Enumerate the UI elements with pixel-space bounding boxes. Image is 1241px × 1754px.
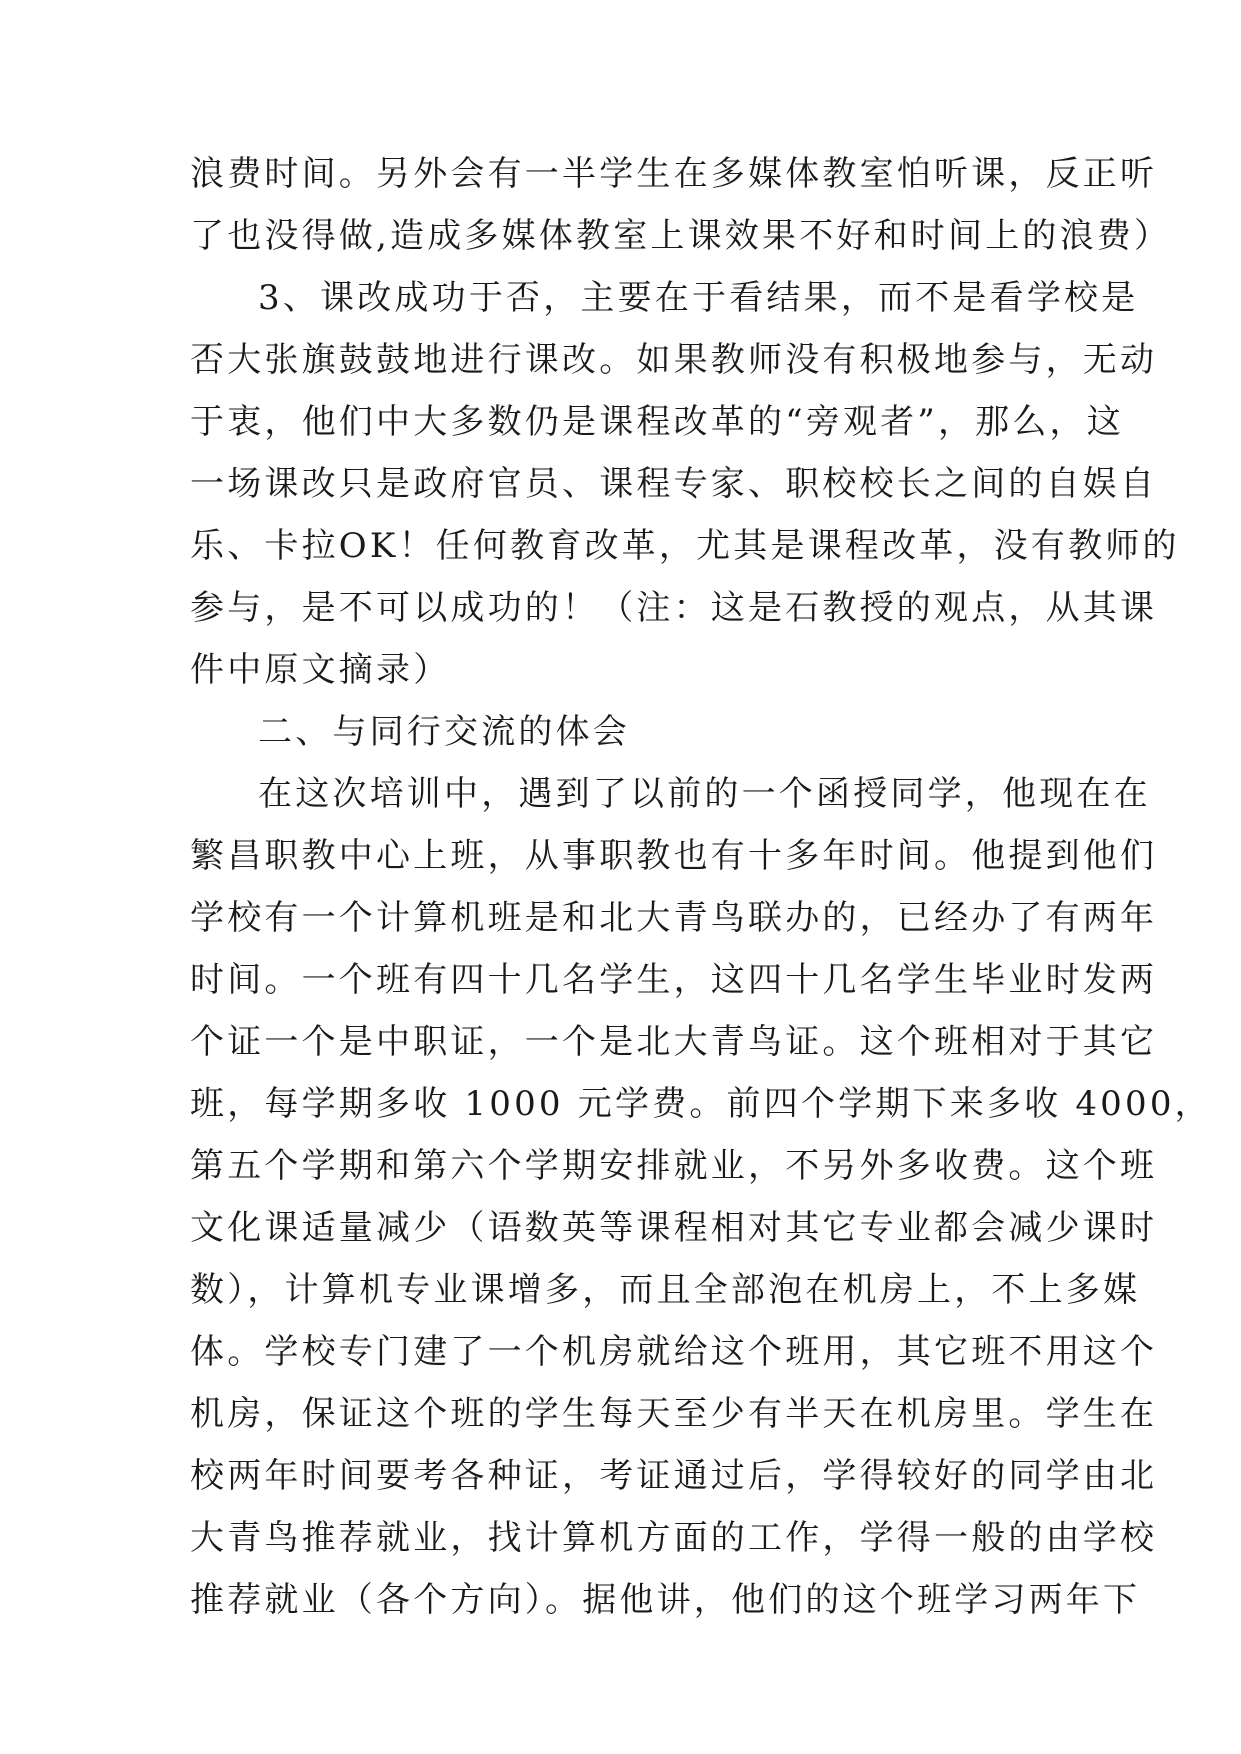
text-line: 个证一个是中职证，一个是北大青鸟证。这个班相对于其它 (190, 1022, 1158, 1062)
text-line: 一场课改只是政府官员、课程专家、职校校长之间的自娱自 (190, 464, 1158, 504)
text-line: 乐、卡拉OK！任何教育改革，尤其是课程改革，没有教师的 (190, 526, 1180, 566)
text-line: 学校有一个计算机班是和北大青鸟联办的，已经办了有两年 (190, 898, 1158, 938)
text-line: 繁昌职教中心上班，从事职教也有十多年时间。他提到他们 (190, 836, 1158, 876)
text-line: 机房，保证这个班的学生每天至少有半天在机房里。学生在 (190, 1394, 1158, 1434)
text-line: 于衷，他们中大多数仍是课程改革的“旁观者”，那么，这 (190, 402, 1124, 442)
text-line: 体。学校专门建了一个机房就给这个班用，其它班不用这个 (190, 1332, 1158, 1372)
text-line: 校两年时间要考各种证，考证通过后，学得较好的同学由北 (190, 1456, 1158, 1496)
text-line: 推荐就业（各个方向）。据他讲，他们的这个班学习两年下 (190, 1580, 1141, 1620)
text-line: 第五个学期和第六个学期安排就业，不另外多收费。这个班 (190, 1146, 1158, 1186)
text-line: 文化课适量减少（语数英等课程相对其它专业都会减少课时 (190, 1208, 1158, 1248)
text-line: 班，每学期多收 1000 元学费。前四个学期下来多收 4000， (190, 1084, 1212, 1124)
text-line: 浪费时间。另外会有一半学生在多媒体教室怕听课，反正听 (190, 154, 1158, 194)
text-line: 时间。一个班有四十几名学生，这四十几名学生毕业时发两 (190, 960, 1158, 1000)
text-line: 大青鸟推荐就业，找计算机方面的工作，学得一般的由学校 (190, 1518, 1158, 1558)
text-line: 参与，是不可以成功的！（注：这是石教授的观点，从其课 (190, 588, 1158, 628)
paragraph-start-line: 在这次培训中，遇到了以前的一个函授同学，他现在在 (258, 774, 1151, 814)
text-line: 了也没得做,造成多媒体教室上课效果不好和时间上的浪费） (190, 216, 1172, 256)
paragraph-start-line: 3、课改成功于否，主要在于看结果，而不是看学校是 (258, 278, 1139, 318)
text-line: 件中原文摘录） (190, 650, 451, 690)
text-line: 否大张旗鼓鼓地进行课改。如果教师没有积极地参与，无动 (190, 340, 1158, 380)
text-line: 数），计算机专业课增多，而且全部泡在机房上，不上多媒 (190, 1270, 1141, 1310)
section-heading: 二、与同行交流的体会 (258, 712, 630, 752)
